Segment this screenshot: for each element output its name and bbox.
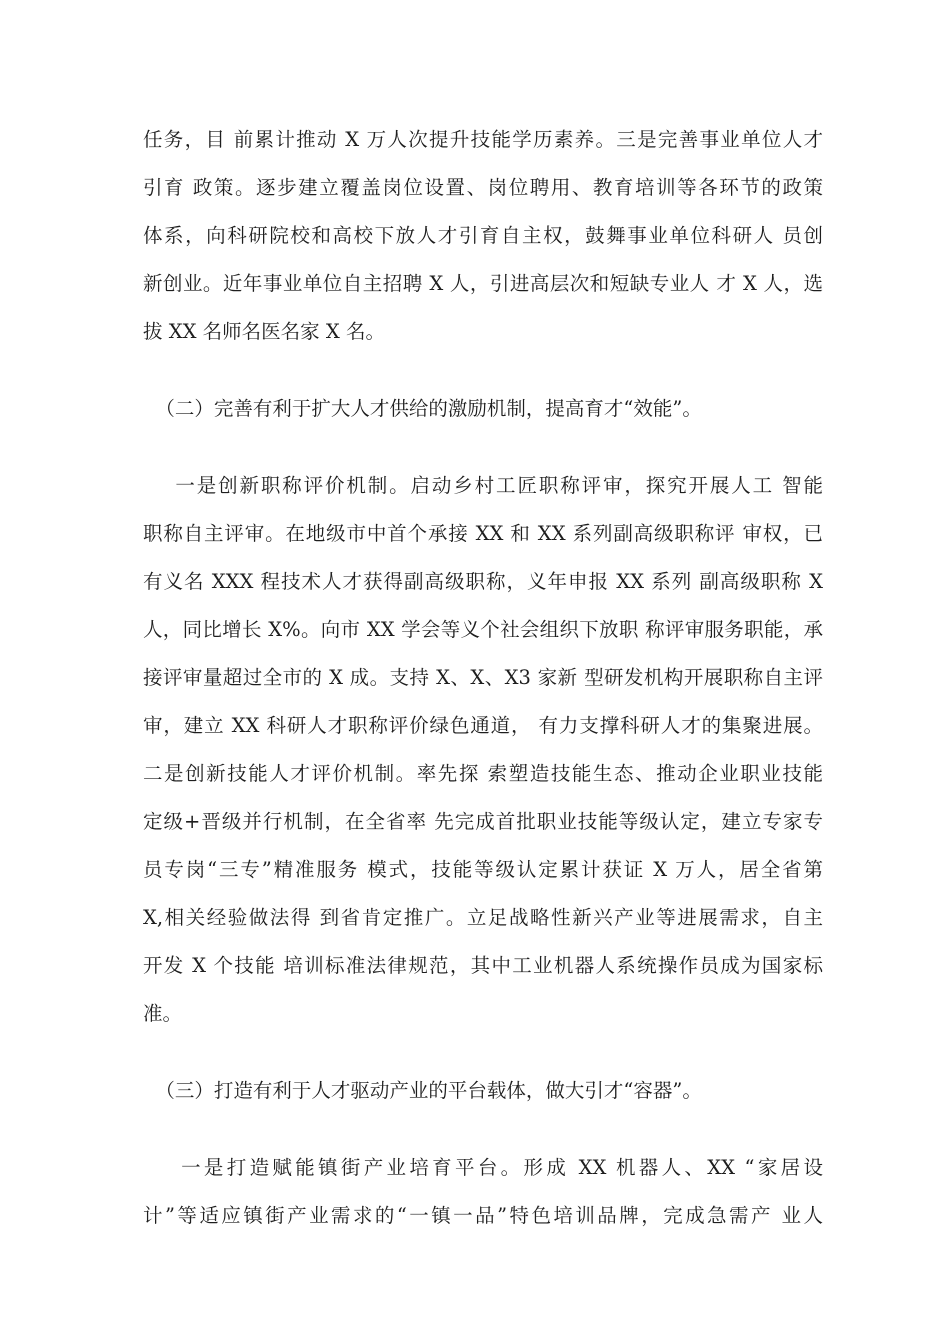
paragraph-gap — [143, 433, 823, 462]
text-line: 一是打造赋能镇街产业培育平台。形成 XX 机器人、XX “家居设 — [143, 1156, 823, 1179]
text-line: 有义名 XXX 程技术人才获得副高级职称，义年申报 XX 系列 副高级职称 X — [143, 570, 823, 593]
section-heading-2: （二）完善有利于扩大人才供给的激励机制，提高育才“效能”。 — [143, 397, 702, 420]
text-line: 新创业。近年事业单位自主招聘 X 人，引进高层次和短缺专业人 才 X 人，选 — [143, 272, 823, 295]
text-line: 接评审量超过全市的 X 成。支持 X、X、X3 家新 型研发机构开展职称自主评 — [143, 666, 823, 689]
text-line: X,相关经验做法得 到省肯定推广。立足战略性新兴产业等进展需求，自主 — [143, 906, 823, 929]
section-heading-3: （三）打造有利于人才驱动产业的平台载体，做大引才“容器”。 — [143, 1079, 702, 1102]
paragraph-evaluation-mechanism — [143, 462, 823, 1038]
text-line: 开发 X 个技能 培训标准法律规范，其中工业机器人系统操作员成为国家标 — [143, 954, 823, 977]
text-line: 二是创新技能人才评价机制。率先探 索塑造技能生态、推动企业职业技能 — [143, 762, 823, 785]
text-line: 定级+晋级并行机制，在全省率 先完成首批职业技能等级认定，建立专家专 — [143, 810, 823, 833]
text-line: 一是创新职称评价机制。启动乡村工匠职称评审，探究开展人工 智能 — [143, 474, 823, 497]
text-line: 拔 XX 名师名医名家 X 名。 — [143, 320, 385, 343]
text-line: 审，建立 XX 科研人才职称评价绿色通道， 有力支撑科研人才的集聚进展。 — [143, 714, 823, 737]
text-line: 职称自主评审。在地级市中首个承接 XX 和 XX 系列副高级职称评 审权，已 — [143, 522, 823, 545]
document-body — [143, 116, 823, 1240]
text-line: 任务，目 前累计推动 X 万人次提升技能学历素养。三是完善事业单位人才 — [143, 128, 823, 151]
paragraph-gap — [143, 1115, 823, 1144]
text-line: 准。 — [143, 1002, 183, 1025]
text-line: 人，同比增长 X%。向市 XX 学会等义个社会组织下放职 称评审服务职能，承 — [143, 618, 823, 641]
paragraph-talent-policy — [143, 116, 823, 356]
paragraph-industry-platform — [143, 1144, 823, 1240]
text-line: 计”等适应镇街产业需求的“一镇一品”特色培训品牌，完成急需产 业人 — [143, 1204, 823, 1227]
text-line: 引育 政策。逐步建立覆盖岗位设置、岗位聘用、教育培训等各环节的政策 — [143, 176, 823, 199]
text-line: 员专岗“三专”精准服务 模式，技能等级认定累计获证 X 万人，居全省第 — [143, 858, 823, 881]
text-line: 体系，向科研院校和高校下放人才引育自主权，鼓舞事业单位科研人 员创 — [143, 224, 823, 247]
paragraph-gap — [143, 356, 823, 385]
paragraph-gap — [143, 1038, 823, 1067]
